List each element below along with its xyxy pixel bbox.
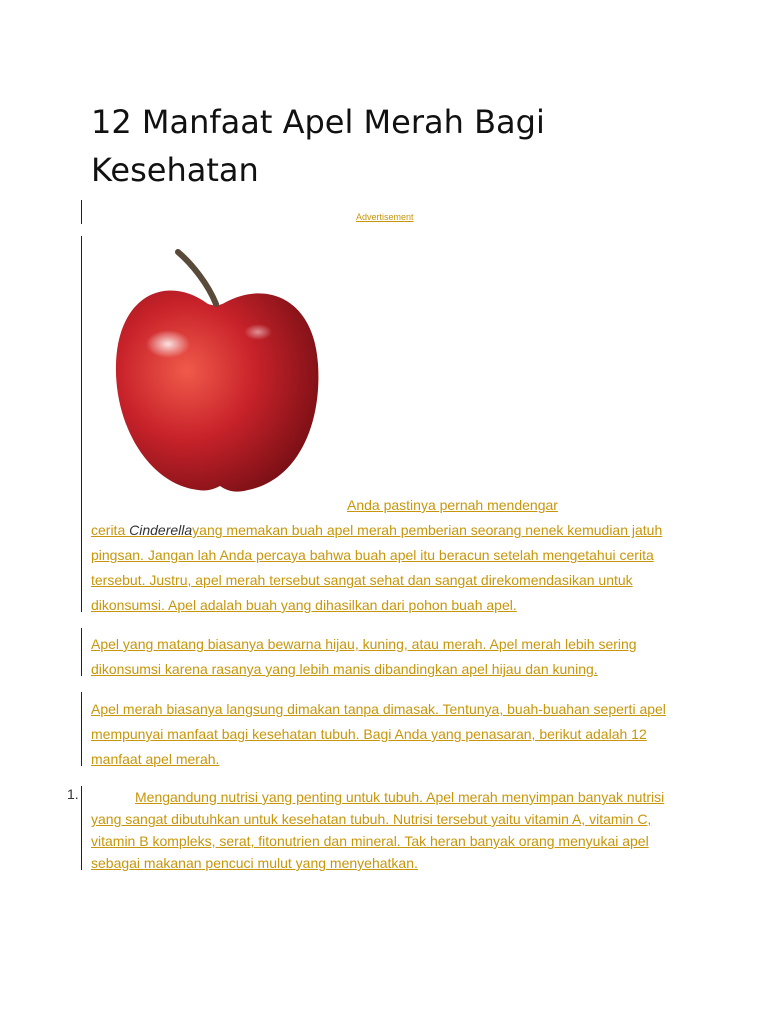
- list-number: 1.: [67, 786, 79, 802]
- divider: [81, 628, 82, 676]
- intro-rest[interactable]: yang memakan buah apel merah pemberian seorang nenek kemudian jatuh pingsan. Jangan lah Anda percaya bahwa buah apel itu beracun setelah mengetahui cerita tersebut. Justru, apel merah tersebut sangat sehat dan sangat direkomendasikan untuk dikonsumsi. Apel adalah buah yang dihasilkan dari pohon buah apel.: [91, 522, 663, 613]
- divider: [81, 200, 82, 224]
- paragraph-2[interactable]: Apel yang matang biasanya bewarna hijau, kuning, atau merah. Apel merah lebih sering dikonsumsi karena rasanya yang lebih manis dibandingkan apel hijau dan kuning.: [91, 636, 637, 677]
- divider: [81, 236, 82, 612]
- intro-italic: Cinderella: [129, 522, 193, 538]
- apple-image: [108, 244, 328, 500]
- list-item-text[interactable]: Mengandung nutrisi yang penting untuk tubuh. Apel merah menyimpan banyak nutrisi yang sangat dibutuhkan untuk kesehatan tubuh. Nutrisi tersebut yaitu vitamin A, vitamin C, vitamin B kompleks, serat, fitonutrien dan mineral. Tak heran banyak orang menyukai apel sebagai makanan pencuci mulut yang menyehatkan.: [91, 789, 665, 871]
- intro-prefix: cerita: [91, 522, 130, 538]
- divider: [81, 786, 82, 870]
- advertisement-link[interactable]: Advertisement: [356, 212, 414, 222]
- intro-paragraph: [91, 493, 671, 618]
- page-title: 12 Manfaat Apel Merah Bagi Kesehatan: [91, 103, 545, 189]
- paragraph-3[interactable]: Apel merah biasanya langsung dimakan tanpa dimasak. Tentunya, buah-buahan seperti apel mempunyai manfaat bagi kesehatan tubuh. Bagi Anda yang penasaran, berikut adalah 12 manfaat apel merah.: [91, 701, 666, 767]
- apple-icon: [108, 244, 328, 500]
- divider: [81, 692, 82, 766]
- intro-line1[interactable]: Anda pastinya pernah mendengar: [347, 497, 558, 513]
- list-item: [91, 786, 671, 874]
